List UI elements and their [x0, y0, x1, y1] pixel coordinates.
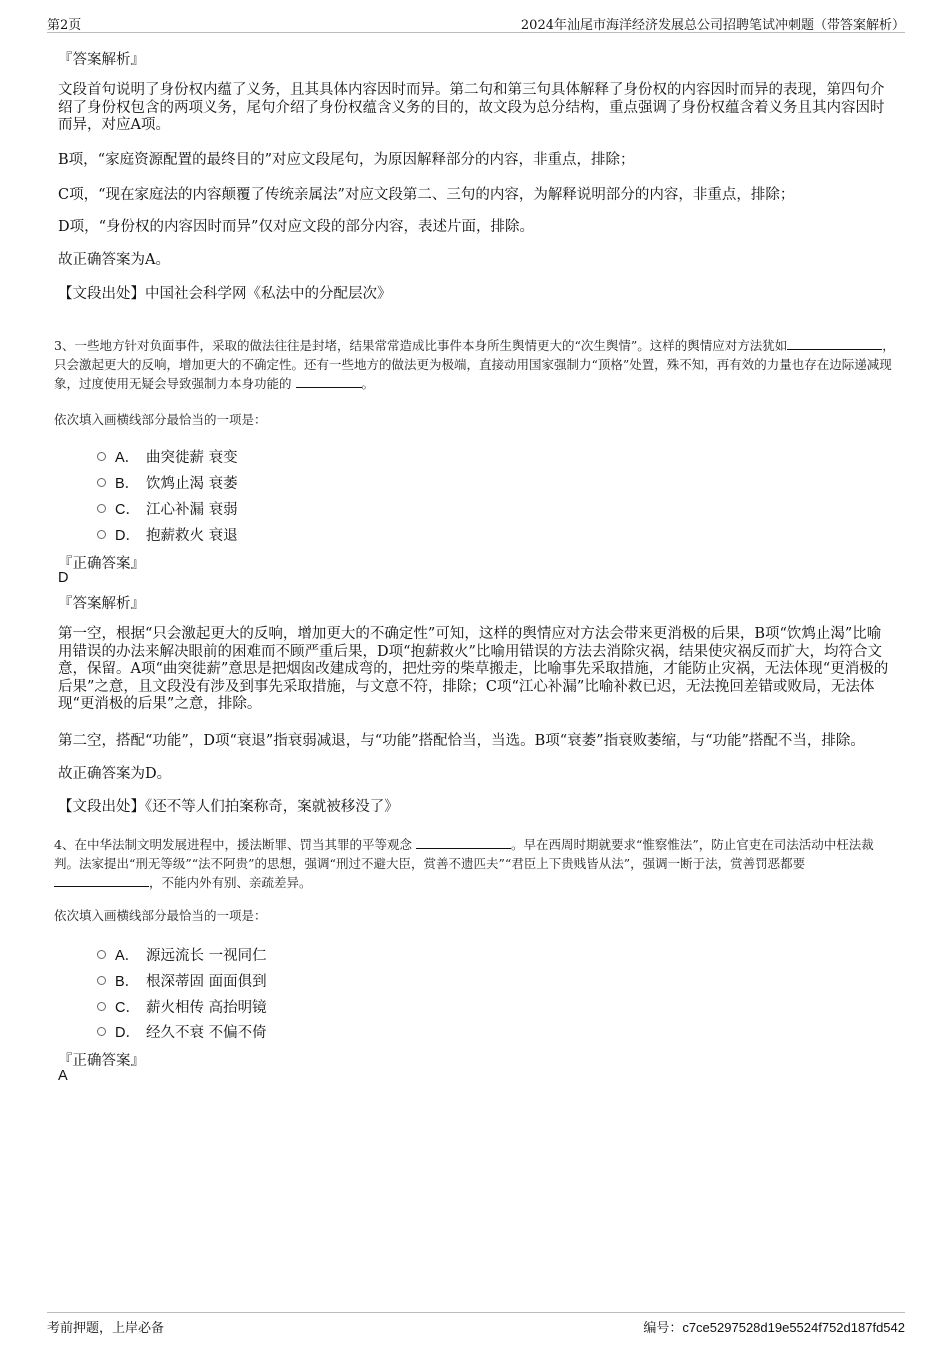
- q3-option-a[interactable]: [97, 446, 238, 467]
- q4-blank-2: [54, 874, 149, 887]
- radio-icon[interactable]: [97, 976, 106, 985]
- q2-analysis-p3: C项，“现在家庭法的内容颠覆了传统亲属法”对应文段第二、三句的内容，为解释说明部分的内容，非重点，排除；: [58, 187, 795, 203]
- q3-conclusion: 故正确答案为D。: [58, 766, 172, 782]
- option-letter: A．: [115, 948, 140, 964]
- radio-icon[interactable]: [97, 478, 106, 487]
- q4-option-d[interactable]: [97, 1021, 267, 1042]
- option-text: 饮鸩止渴 衰萎: [146, 476, 238, 492]
- q2-analysis-p4: D项，“身份权的内容因时而异”仅对应文段的部分内容，表述片面，排除。: [58, 219, 534, 235]
- q4-stem-part2: 。早在西周时期就要求“惟察惟法”，防止官吏在司法活动中枉法裁判。法家提出“刑无等级”“法不阿贵”的思想，强调“刑过不避大臣，赏善不遗匹夫”“君臣上下贵贱皆从法”，强调一断于法，赏善罚恶都要: [54, 837, 874, 871]
- q3-blank-2: [296, 375, 362, 388]
- q3-analysis-p2: 第二空，搭配“功能”，D项“衰退”指衰弱减退，与“功能”搭配恰当，当选。B项“衰萎”指衰败萎缩，与“功能”搭配不当，排除。: [58, 733, 865, 749]
- option-letter: C．: [115, 1000, 140, 1016]
- option-letter: C．: [115, 502, 140, 518]
- radio-icon[interactable]: [97, 452, 106, 461]
- option-letter: D．: [115, 528, 140, 544]
- q3-prompt: 依次填入画横线部分最恰当的一项是：: [54, 412, 267, 427]
- option-text: 薪火相传 高抬明镜: [146, 1000, 267, 1016]
- option-text: 曲突徙薪 衰变: [146, 450, 238, 466]
- q3-answer: D: [58, 570, 69, 586]
- q4-stem-part3: ，不能内外有别、亲疏差异。: [149, 875, 312, 890]
- q3-blank-1: [787, 337, 882, 350]
- option-text: 江心补漏 衰弱: [146, 502, 238, 518]
- q2-conclusion: 故正确答案为A。: [58, 252, 170, 268]
- q4-option-a[interactable]: [97, 944, 267, 965]
- radio-icon[interactable]: [97, 1027, 106, 1036]
- q3-stem-part3: 。: [361, 376, 375, 391]
- q4-option-b[interactable]: [97, 970, 267, 991]
- q3-answer-label: 『正确答案』: [58, 556, 145, 572]
- q2-analysis-label: 『答案解析』: [58, 52, 145, 68]
- radio-icon[interactable]: [97, 1002, 106, 1011]
- q3-source: 【文段出处】《还不等人们拍案称奇，案就被移没了》: [58, 799, 399, 815]
- q2-analysis-p2: B项，“家庭资源配置的最终目的”对应文段尾句，为原因解释部分的内容，非重点，排除；: [58, 152, 635, 168]
- page-footer: [47, 1312, 905, 1335]
- footer-slogan: 考前押题，上岸必备: [47, 1321, 165, 1336]
- q4-blank-1: [416, 836, 511, 849]
- q4-prompt: 依次填入画横线部分最恰当的一项是：: [54, 908, 267, 923]
- document-title: 2024年汕尾市海洋经济发展总公司招聘笔试冲刺题（带答案解析）: [520, 18, 905, 33]
- option-text: 根深蒂固 面面俱到: [146, 974, 267, 990]
- q4-answer: A: [58, 1068, 68, 1084]
- q3-stem-part1: 3、一些地方针对负面事件，采取的做法往往是封堵，结果常常造成比事件本身所生舆情更大的“次生舆情”。这样的舆情应对方法犹如: [54, 338, 788, 353]
- code-value: c7ce5297528d19e5524f752d187fd542: [682, 1320, 905, 1335]
- page-number: 第2页: [47, 18, 82, 33]
- q2-source: 【文段出处】中国社会科学网《私法中的分配层次》: [58, 286, 392, 302]
- q3-stem-part2: ，只会激起更大的反响，增加更大的不确定性。还有一些地方的做法更为极端，直接动用国家强制力“顶格”处置，殊不知，再有效的力量也存在边际递减现象，过度使用无疑会导致强制力本身功能的: [54, 338, 895, 391]
- q3-stem: [54, 336, 896, 393]
- q4-stem: [54, 835, 896, 892]
- radio-icon[interactable]: [97, 530, 106, 539]
- q2-analysis-p1: 文段首句说明了身份权内蕴了义务，且其具体内容因时而异。第二句和第三句具体解释了身份权的内容因时而异的表现，第四句介绍了身份权包含的两项义务，尾句介绍了身份权蕴含义务的目的，故文段为总分结构，重点强调了身份权蕴含着义务且其内容因时而异，对应A项。: [58, 82, 885, 133]
- radio-icon[interactable]: [97, 950, 106, 959]
- q3-option-d[interactable]: [97, 524, 238, 545]
- option-text: 抱薪救火 衰退: [146, 528, 238, 544]
- option-text: 源远流长 一视同仁: [146, 948, 267, 964]
- document-code: [643, 1317, 905, 1336]
- q3-option-c[interactable]: [97, 498, 238, 519]
- option-letter: B．: [115, 974, 140, 990]
- page-header: [47, 12, 905, 33]
- option-text: 经久不衰 不偏不倚: [146, 1025, 267, 1041]
- q4-answer-label: 『正确答案』: [58, 1053, 145, 1069]
- radio-icon[interactable]: [97, 504, 106, 513]
- q3-analysis-label: 『答案解析』: [58, 596, 145, 612]
- q4-stem-part1: 4、在中华法制文明发展进程中，援法断罪、罚当其罪的平等观念: [54, 837, 412, 852]
- code-label: 编号：: [643, 1321, 683, 1336]
- q3-analysis-p1: 第一空，根据“只会激起更大的反响，增加更大的不确定性”可知，这样的舆情应对方法会带来更消极的后果，B项“饮鸩止渴”比喻用错误的办法来解决眼前的困难而不顾严重后果，D项“抱薪救火”比喻用错误的方法去消除灾祸，结果使灾祸反而扩大，均符合文意，保留。A项“曲突徙薪”意思是把烟囱改建成弯的，把灶旁的柴草搬走，比喻事先采取措施，才能防止灾祸，无法体现“更消极的后果”之意，且文段没有涉及到事先采取措施，与文意不符，排除；C项“江心补漏”比喻补救已迟，无法挽回差错或败局，无法体现“更消极的后果”之意，排除。: [58, 626, 889, 712]
- q3-option-b[interactable]: [97, 472, 238, 493]
- option-letter: B．: [115, 476, 140, 492]
- q4-option-c[interactable]: [97, 996, 267, 1017]
- option-letter: D．: [115, 1025, 140, 1041]
- option-letter: A．: [115, 450, 140, 466]
